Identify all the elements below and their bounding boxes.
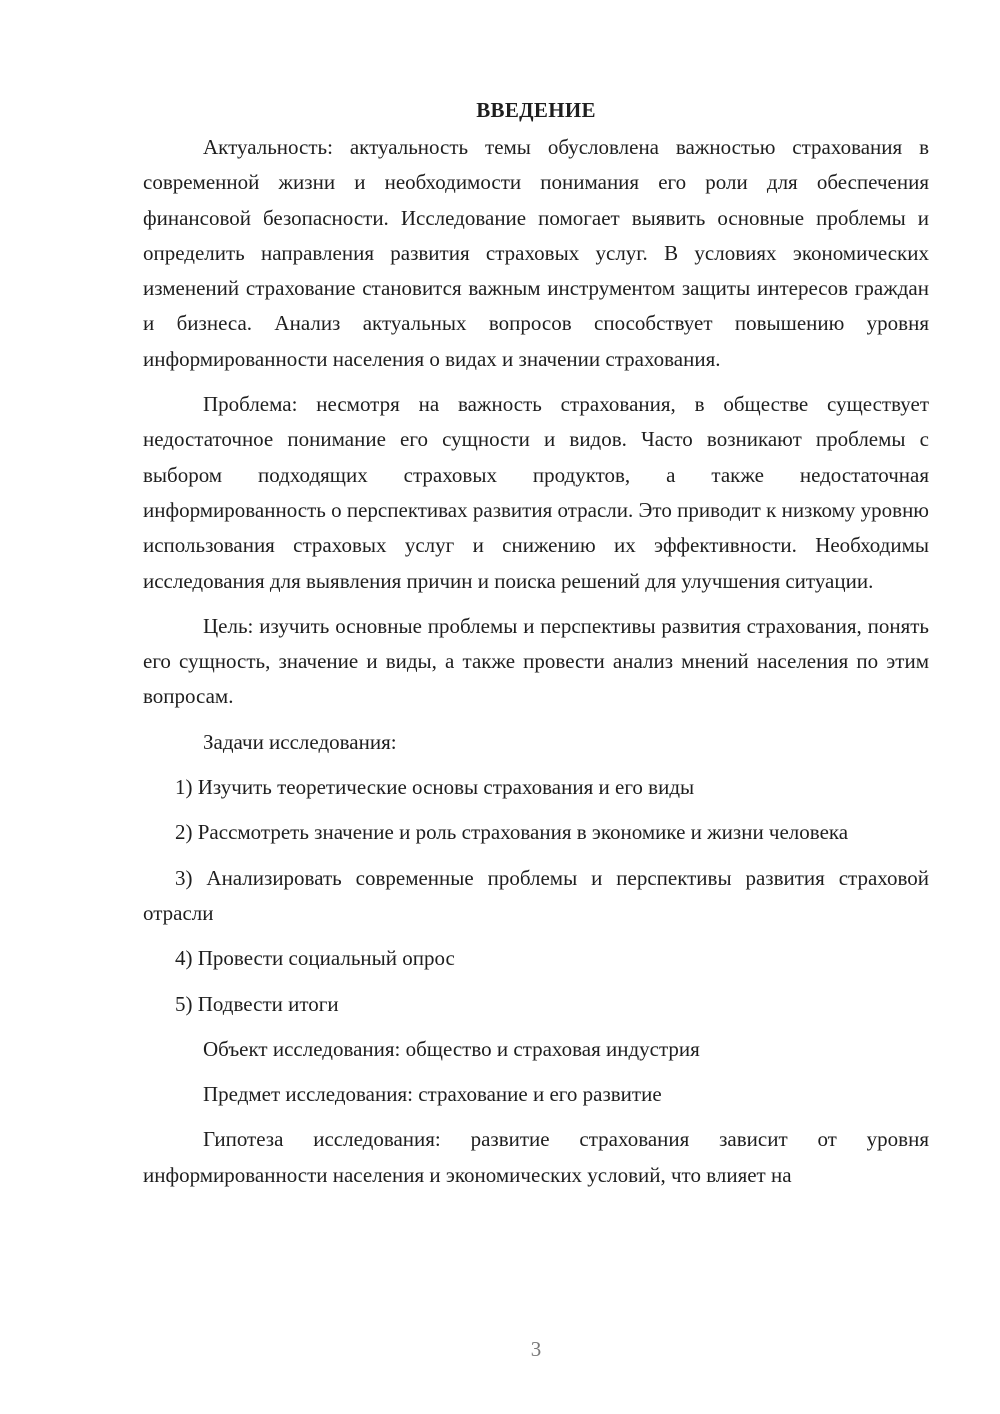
tasks-heading: Задачи исследования: bbox=[203, 729, 397, 754]
paragraph-subject: Предмет исследования: страхование и его развитие bbox=[203, 1082, 662, 1107]
task-item-5: 5) Подвести итоги bbox=[175, 991, 339, 1016]
page-content bbox=[143, 94, 929, 1203]
task-item-1: 1) Изучить теоретические основы страхования и его виды bbox=[175, 775, 695, 800]
paragraph-relevance: Актуальность: актуальность темы обусловлена важностью страхования в современной жизни и необходимости понимания его роли для обеспечения финансовой безопасности. Исследование помогает выявить основные проблемы и определить направления развития страховых услуг. В условиях экономических изменений страхование становится важным инструментом защиты интересов граждан и бизнеса. Анализ актуальных вопросов способствует повышению уровня информированности населения о видах и значении страхования. bbox=[143, 135, 929, 371]
task-item-2: 2) Рассмотреть значение и роль страхования в экономике и жизни человека bbox=[175, 820, 849, 845]
paragraph-hypothesis: Гипотеза исследования: развитие страхования зависит от уровня информированности населения и экономических условий, что влияет на bbox=[143, 1127, 929, 1187]
paragraph-goal: Цель: изучить основные проблемы и перспективы развития страхования, понять его сущность, значение и виды, а также провести анализ мнений населения по этим вопросам. bbox=[143, 613, 929, 709]
task-item-3: 3) Анализировать современные проблемы и перспективы развития страховой отрасли bbox=[143, 865, 929, 925]
paragraph-object: Объект исследования: общество и страховая индустрия bbox=[203, 1036, 700, 1061]
paragraph-problem: Проблема: несмотря на важность страхования, в обществе существует недостаточное понимание его сущности и видов. Часто возникают проблемы с выбором подходящих страховых продуктов, а также недостаточная информированность о перспективах развития отрасли. Это приводит к низкому уровню использования страховых услуг и снижению их эффективности. Необходимы исследования для выявления причин и поиска решений для улучшения ситуации. bbox=[143, 392, 929, 593]
page-title: ВВЕДЕНИЕ bbox=[476, 98, 596, 122]
page-number: 3 bbox=[530, 1337, 542, 1361]
task-item-4: 4) Провести социальный опрос bbox=[175, 946, 455, 971]
